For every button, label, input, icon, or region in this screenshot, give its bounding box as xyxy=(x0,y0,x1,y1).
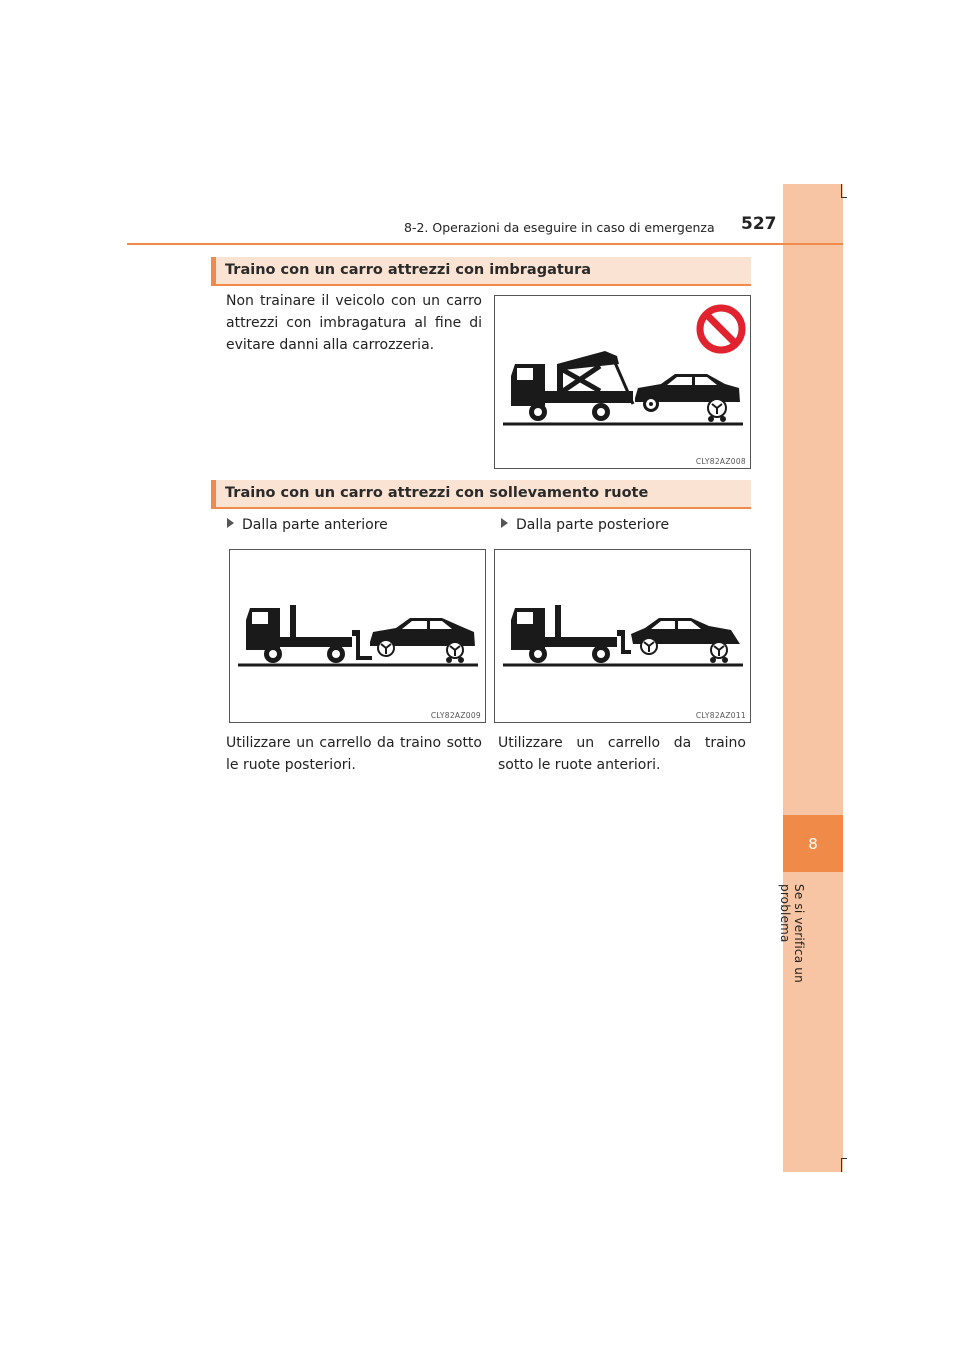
header-rule xyxy=(127,243,843,245)
subheading-front-text: Dalla parte anteriore xyxy=(242,517,388,533)
figure-sling-tow-truck xyxy=(494,295,751,469)
figure-wheel-lift-front xyxy=(229,549,486,723)
section-heading-wheel-lift xyxy=(211,480,751,509)
caption-front: Utilizzare un carrello da traino sotto le ruote posteriori. xyxy=(226,735,482,773)
sling-warning-text: Non trainare il veicolo con un carro attrezzi con imbragatura al fine di evitare danni alla carrozzeria. xyxy=(226,293,482,353)
section-heading-text: Traino con un carro attrezzi con sollevamento ruote xyxy=(225,485,649,501)
figure-code: CLY82AZ011 xyxy=(695,711,746,720)
figure-code: CLY82AZ009 xyxy=(430,711,481,720)
chapter-title-vertical: Se si verifica un problema xyxy=(778,884,806,983)
subheading-rear-text: Dalla parte posteriore xyxy=(516,517,670,533)
figure-code: CLY82AZ008 xyxy=(695,457,746,466)
subheading-front xyxy=(227,517,388,533)
crop-mark-bottom xyxy=(841,1158,842,1172)
bullet-arrow-icon xyxy=(501,518,508,528)
crop-mark-top-h xyxy=(841,197,847,198)
caption-rear: Utilizzare un carrello da traino sotto le ruote anteriori. xyxy=(498,735,746,773)
section-heading-text: Traino con un carro attrezzi con imbragatura xyxy=(225,262,592,278)
bullet-arrow-icon xyxy=(227,518,234,528)
wheel-lift-rear-illustration xyxy=(495,550,750,722)
crop-mark-bottom-h xyxy=(841,1158,847,1159)
page-number: 527 xyxy=(741,214,777,234)
section-heading-sling xyxy=(211,257,751,286)
running-header: 8-2. Operazioni da eseguire in caso di emergenza xyxy=(404,220,715,235)
chapter-number-badge: 8 xyxy=(783,815,843,872)
figure-wheel-lift-rear xyxy=(494,549,751,723)
sling-tow-illustration xyxy=(495,296,750,468)
subheading-rear xyxy=(501,517,669,533)
crop-mark-top xyxy=(841,184,842,198)
prohibition-icon xyxy=(700,308,742,350)
wheel-lift-front-illustration xyxy=(230,550,485,722)
